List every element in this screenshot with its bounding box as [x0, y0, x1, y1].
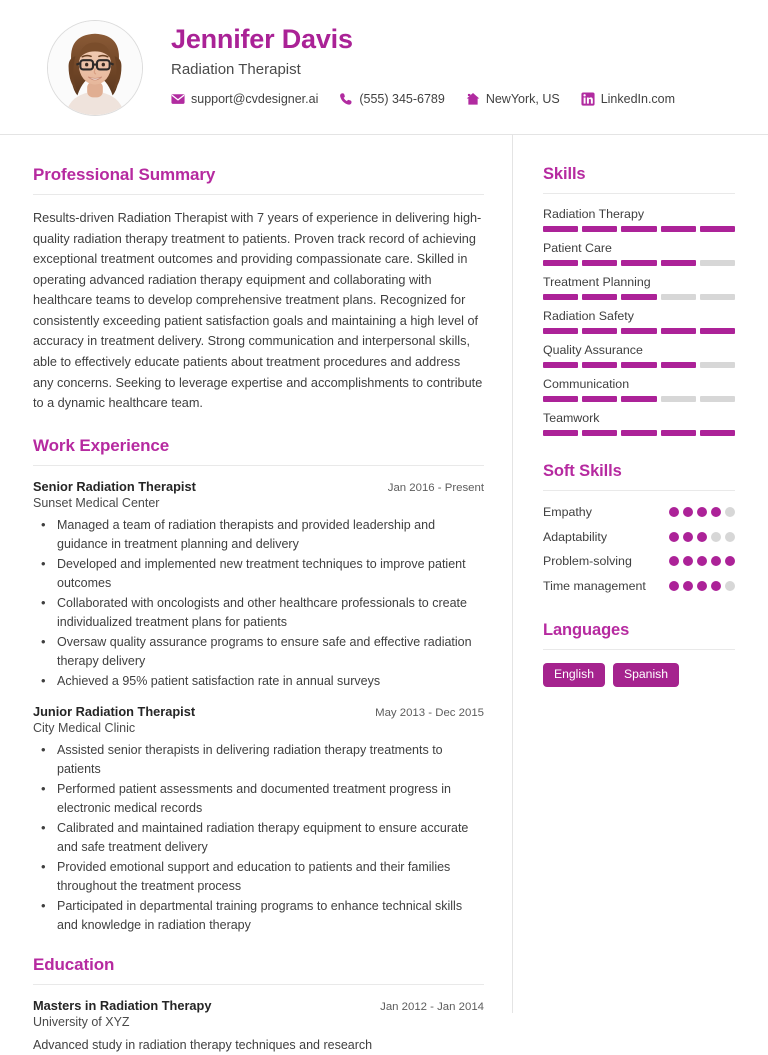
skill-row	[543, 241, 735, 266]
skill-bar-segment	[661, 294, 696, 300]
skill-bar-segment	[543, 328, 578, 334]
rating-dot	[697, 556, 707, 566]
work-entry-bullets	[33, 741, 484, 935]
list-item: • Managed a team of radiation therapists and provided leadership and guidance in treatment planning and delivery	[55, 516, 484, 554]
skill-row	[543, 377, 735, 402]
list-item: • Performed patient assessments and documented treatment progress in electronic medical records	[55, 780, 484, 818]
work-entry-title: Senior Radiation Therapist	[33, 478, 196, 494]
soft-skill-rating	[669, 504, 735, 517]
rating-dot	[669, 507, 679, 517]
section-education	[33, 955, 484, 1055]
list-item: • Collaborated with oncologists and other healthcare professionals to create individualized treatment plans for patients	[55, 594, 484, 632]
contact-phone[interactable]	[339, 92, 444, 106]
skill-label: Radiation Safety	[543, 309, 634, 323]
skill-bar	[543, 294, 735, 300]
rating-dot	[711, 556, 721, 566]
rating-dot	[697, 507, 707, 517]
section-divider	[543, 649, 735, 650]
work-entry-org: Sunset Medical Center	[33, 495, 160, 510]
skill-bar-segment	[661, 328, 696, 334]
skill-bar-segment	[621, 362, 656, 368]
skill-bar-segment	[621, 226, 656, 232]
section-divider	[543, 193, 735, 194]
skill-row	[543, 309, 735, 334]
skill-bar-segment	[582, 260, 617, 266]
skill-bar-segment	[700, 362, 735, 368]
soft-skill-row	[543, 529, 735, 546]
skill-bar-segment	[543, 396, 578, 402]
soft-skill-rating	[669, 578, 735, 591]
resume-body	[0, 135, 768, 1052]
skill-bar-segment	[661, 430, 696, 436]
skill-bar-segment	[582, 362, 617, 368]
rating-dot	[697, 532, 707, 542]
skill-bar	[543, 226, 735, 232]
section-heading-languages: Languages	[543, 620, 630, 639]
section-divider	[33, 984, 484, 985]
skill-label: Communication	[543, 377, 630, 391]
avatar-container	[35, 20, 155, 116]
soft-skill-label: Problem-solving	[543, 554, 632, 569]
skill-bar-segment	[582, 226, 617, 232]
skill-bar	[543, 260, 735, 266]
skill-bar-segment	[621, 396, 656, 402]
work-entry-date: May 2013 - Dec 2015	[375, 706, 484, 719]
list-item: • Developed and implemented new treatment techniques to improve patient outcomes	[55, 555, 484, 593]
skill-bar-segment	[621, 430, 656, 436]
rating-dot	[711, 532, 721, 542]
skill-row	[543, 343, 735, 368]
skill-bar-segment	[543, 260, 578, 266]
soft-skill-label: Adaptability	[543, 529, 608, 544]
soft-skill-label: Time management	[543, 579, 646, 594]
rating-dot	[683, 581, 693, 591]
skill-bar-segment	[582, 430, 617, 436]
language-tag-list	[543, 663, 735, 687]
skill-bar	[543, 362, 735, 368]
list-item: • Participated in departmental training programs to enhance technical skills and knowledge in radiation therapy	[55, 897, 484, 935]
section-heading-education: Education	[33, 954, 115, 974]
skill-bar-segment	[621, 260, 656, 266]
section-heading-soft-skills: Soft Skills	[543, 462, 622, 480]
soft-skill-rating	[669, 553, 735, 566]
contact-location	[466, 92, 560, 106]
education-entry-title: Masters in Radiation Therapy	[33, 997, 212, 1013]
resume-header	[0, 0, 768, 135]
rating-dot	[669, 532, 679, 542]
home-icon	[466, 92, 480, 106]
work-entry-header	[33, 704, 484, 719]
skill-bar-segment	[661, 396, 696, 402]
email-icon	[171, 92, 185, 106]
skill-bar-segment	[621, 328, 656, 334]
skill-bar	[543, 396, 735, 402]
soft-skill-row	[543, 504, 735, 521]
candidate-job-title: Radiation Therapist	[171, 61, 301, 79]
rating-dot	[669, 556, 679, 566]
work-entry-org: City Medical Clinic	[33, 720, 136, 735]
section-heading-summary: Professional Summary	[33, 165, 216, 184]
rating-dot	[725, 581, 735, 591]
list-item: • Achieved a 95% patient satisfaction rate in annual surveys	[55, 672, 484, 691]
rating-dot	[683, 507, 693, 517]
contact-linkedin[interactable]	[581, 92, 675, 106]
skill-bar-segment	[582, 396, 617, 402]
work-entry-header	[33, 479, 484, 494]
sidebar-column	[513, 135, 768, 1013]
skill-label: Quality Assurance	[543, 343, 643, 357]
rating-dot	[697, 581, 707, 591]
header-text-block	[171, 20, 675, 106]
list-item: • Calibrated and maintained radiation therapy equipment to ensure accurate and safe treatment delivery	[55, 819, 484, 857]
skill-bar	[543, 328, 735, 334]
soft-skill-row	[543, 578, 735, 595]
skill-bar-segment	[661, 260, 696, 266]
main-column	[0, 135, 513, 1052]
language-tag: English	[543, 663, 605, 687]
skill-label: Patient Care	[543, 241, 612, 255]
skill-label: Radiation Therapy	[543, 207, 645, 221]
skill-bar	[543, 430, 735, 436]
skill-row	[543, 411, 735, 436]
contact-linkedin-text: LinkedIn.com	[600, 92, 676, 107]
skill-bar-segment	[700, 430, 735, 436]
section-languages	[543, 621, 735, 687]
section-skills	[543, 165, 735, 436]
list-item: • Provided emotional support and education to patients and their families throughout the treatment process	[55, 858, 484, 896]
soft-skill-rating	[669, 529, 735, 542]
skill-label: Teamwork	[543, 411, 600, 425]
work-entry	[33, 479, 484, 691]
skill-bar-segment	[700, 328, 735, 334]
contact-list	[171, 92, 675, 106]
candidate-name: Jennifer Davis	[171, 24, 353, 54]
skill-bar-segment	[582, 328, 617, 334]
education-entry-org: University of XYZ	[33, 1014, 130, 1029]
skill-bar-segment	[700, 260, 735, 266]
skill-bar-segment	[543, 294, 578, 300]
skill-label: Treatment Planning	[543, 275, 651, 289]
section-heading-skills: Skills	[543, 165, 586, 183]
rating-dot	[683, 556, 693, 566]
list-item: • Oversaw quality assurance programs to ensure safe and effective radiation therapy delivery	[55, 633, 484, 671]
skill-bar-segment	[543, 362, 578, 368]
skill-bar-segment	[700, 294, 735, 300]
skill-row	[543, 275, 735, 300]
phone-icon	[339, 92, 353, 106]
soft-skill-row	[543, 553, 735, 570]
list-item: • Assisted senior therapists in delivering radiation therapy treatments to patients	[55, 741, 484, 779]
contact-email[interactable]	[171, 92, 318, 106]
work-entry-title: Junior Radiation Therapist	[33, 703, 196, 719]
section-divider	[33, 465, 484, 466]
skill-row	[543, 207, 735, 232]
summary-text: Results-driven Radiation Therapist with 7 years of experience in delivering high-quality radiation therapy treatment to patients. Proven track record of achieving exceptional treatment outcomes and providing compassionate care. Skilled in operating advanced radiation therapy equipment and collaborating with healthcare teams to develop comprehensive treatment plans. Recognized for consistently exceeding patient satisfaction goals and maintaining a high level of accuracy in treatment delivery. Strong communication and interpersonal skills, able to effectively educate patients about treatment procedures and address any concerns. Seeking to leverage expertise and accomplishments to contribute to a dynamic healthcare team.	[33, 211, 483, 411]
rating-dot	[725, 507, 735, 517]
contact-email-text: support@cvdesigner.ai	[191, 92, 319, 107]
skill-bar-segment	[543, 430, 578, 436]
contact-phone-text: (555) 345-6789	[359, 92, 445, 107]
education-entry-date: Jan 2012 - Jan 2014	[380, 1000, 484, 1013]
skill-bar-segment	[700, 396, 735, 402]
linkedin-icon	[581, 92, 595, 106]
section-divider	[33, 194, 484, 195]
language-tag: Spanish	[613, 663, 679, 687]
soft-skill-label: Empathy	[543, 505, 592, 519]
skill-bar-segment	[700, 226, 735, 232]
rating-dot	[711, 581, 721, 591]
education-entry	[33, 998, 484, 1055]
rating-dot	[669, 581, 679, 591]
rating-dot	[725, 532, 735, 542]
education-entry-header	[33, 998, 484, 1013]
skill-bar-segment	[543, 226, 578, 232]
rating-dot	[683, 532, 693, 542]
skill-bar-segment	[621, 294, 656, 300]
section-divider	[543, 490, 735, 491]
section-soft-skills	[543, 462, 735, 595]
contact-location-text: NewYork, US	[485, 92, 560, 107]
work-entry-date: Jan 2016 - Present	[387, 481, 484, 494]
rating-dot	[725, 556, 735, 566]
avatar	[47, 20, 143, 116]
skill-bar-segment	[661, 226, 696, 232]
section-heading-work: Work Experience	[33, 435, 170, 455]
skill-bar-segment	[582, 294, 617, 300]
work-entry-bullets	[33, 516, 484, 691]
rating-dot	[711, 507, 721, 517]
section-work-experience	[33, 436, 484, 935]
education-entry-description: Advanced study in radiation therapy techniques and research	[33, 1037, 373, 1052]
skill-bar-segment	[661, 362, 696, 368]
work-entry	[33, 704, 484, 935]
profile-photo-icon	[48, 21, 142, 115]
section-professional-summary	[33, 165, 484, 414]
